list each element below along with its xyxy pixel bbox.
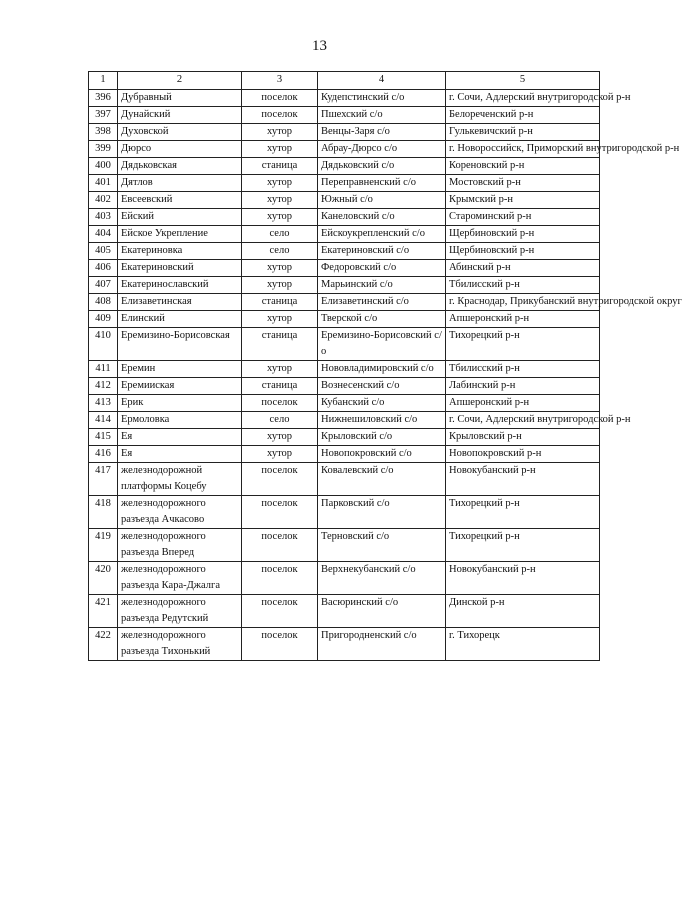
council-cell: Венцы-Заря с/о [318, 124, 446, 141]
row-number-cell: 408 [89, 294, 118, 311]
settlement-name-cell: Духовской [118, 124, 242, 141]
row-number-cell: 416 [89, 446, 118, 463]
settlement-name-cell: Дядьковская [118, 158, 242, 175]
council-cell: Пригородненский с/о [318, 628, 446, 661]
row-number-cell: 417 [89, 463, 118, 496]
table-row [89, 226, 600, 243]
settlement-name-cell: Ейский [118, 209, 242, 226]
settlement-name-cell: железнодорожного разъезда Ачкасово [118, 496, 242, 529]
district-cell: г. Сочи, Адлерский внутригородской р-н [446, 90, 600, 107]
council-cell: Крыловский с/о [318, 429, 446, 446]
settlement-name-cell: Ея [118, 429, 242, 446]
council-cell: Вознесенский с/о [318, 378, 446, 395]
settlement-name-cell: Еремин [118, 361, 242, 378]
district-cell: Динской р-н [446, 595, 600, 628]
header-cell-2: 2 [118, 72, 242, 90]
district-cell: Тихорецкий р-н [446, 328, 600, 361]
table-row [89, 429, 600, 446]
settlement-type-cell: поселок [242, 529, 318, 562]
settlement-type-cell: станица [242, 328, 318, 361]
district-cell: Абинский р-н [446, 260, 600, 277]
settlement-name-cell: Ея [118, 446, 242, 463]
district-cell: Староминский р-н [446, 209, 600, 226]
council-cell: Канеловский с/о [318, 209, 446, 226]
table-row [89, 158, 600, 175]
settlement-type-cell: хутор [242, 429, 318, 446]
district-cell: Кореновский р-н [446, 158, 600, 175]
settlement-type-cell: хутор [242, 361, 318, 378]
row-number-cell: 399 [89, 141, 118, 158]
district-cell: Новокубанский р-н [446, 562, 600, 595]
row-number-cell: 415 [89, 429, 118, 446]
row-number-cell: 398 [89, 124, 118, 141]
table-row [89, 463, 600, 496]
district-cell: Крымский р-н [446, 192, 600, 209]
district-cell: г. Краснодар, Прикубанский внутригородской округ [446, 294, 600, 311]
settlement-name-cell: железнодорожной платформы Коцебу [118, 463, 242, 496]
council-cell: Пшехский с/о [318, 107, 446, 124]
table-row [89, 529, 600, 562]
settlement-name-cell: Дюрсо [118, 141, 242, 158]
council-cell: Переправненский с/о [318, 175, 446, 192]
table-row [89, 90, 600, 107]
table-row [89, 209, 600, 226]
table-row [89, 124, 600, 141]
council-cell: Терновский с/о [318, 529, 446, 562]
row-number-cell: 406 [89, 260, 118, 277]
table-row [89, 361, 600, 378]
district-cell: г. Тихорецк [446, 628, 600, 661]
council-cell: Ейскоукрепленский с/о [318, 226, 446, 243]
district-cell: Тбилисский р-н [446, 277, 600, 294]
settlement-name-cell: Елинский [118, 311, 242, 328]
settlement-name-cell: Екатериновский [118, 260, 242, 277]
district-cell: г. Новороссийск, Приморский внутригородской р-н [446, 141, 600, 158]
table-row [89, 277, 600, 294]
table-row [89, 243, 600, 260]
council-cell: Васюринский с/о [318, 595, 446, 628]
row-number-cell: 402 [89, 192, 118, 209]
council-cell: Абрау-Дюрсо с/о [318, 141, 446, 158]
header-cell-3: 3 [242, 72, 318, 90]
council-cell: Еремизино-Борисовский с/о [318, 328, 446, 361]
header-cell-1: 1 [89, 72, 118, 90]
council-cell: Нововладимировский с/о [318, 361, 446, 378]
district-cell: Щербиновский р-н [446, 243, 600, 260]
row-number-cell: 412 [89, 378, 118, 395]
settlement-type-cell: станица [242, 294, 318, 311]
settlement-name-cell: Елизаветинская [118, 294, 242, 311]
settlement-name-cell: Екатеринославский [118, 277, 242, 294]
council-cell: Верхнекубанский с/о [318, 562, 446, 595]
row-number-cell: 404 [89, 226, 118, 243]
table-row [89, 412, 600, 429]
table-row [89, 175, 600, 192]
table-row [89, 562, 600, 595]
page-number: 13 [312, 38, 327, 54]
row-number-cell: 414 [89, 412, 118, 429]
council-cell: Парковский с/о [318, 496, 446, 529]
district-cell: Щербиновский р-н [446, 226, 600, 243]
settlement-type-cell: хутор [242, 260, 318, 277]
council-cell: Тверской с/о [318, 311, 446, 328]
row-number-cell: 419 [89, 529, 118, 562]
settlement-type-cell: поселок [242, 595, 318, 628]
row-number-cell: 397 [89, 107, 118, 124]
row-number-cell: 407 [89, 277, 118, 294]
settlement-type-cell: станица [242, 158, 318, 175]
settlement-name-cell: Екатериновка [118, 243, 242, 260]
settlement-type-cell: хутор [242, 311, 318, 328]
table-body [89, 72, 682, 661]
table-row [89, 628, 600, 661]
district-cell: Мостовский р-н [446, 175, 600, 192]
settlement-type-cell: станица [242, 378, 318, 395]
table-header-row [89, 72, 600, 90]
row-number-cell: 396 [89, 90, 118, 107]
district-cell: Апшеронский р-н [446, 311, 600, 328]
settlement-type-cell: поселок [242, 90, 318, 107]
settlement-type-cell: поселок [242, 628, 318, 661]
district-cell: Тбилисский р-н [446, 361, 600, 378]
table-row [89, 395, 600, 412]
council-cell: Елизаветинский с/о [318, 294, 446, 311]
table-row [89, 328, 600, 361]
council-cell: Ковалевский с/о [318, 463, 446, 496]
settlement-type-cell: поселок [242, 395, 318, 412]
district-cell: Белореченский р-н [446, 107, 600, 124]
settlement-name-cell: Дятлов [118, 175, 242, 192]
district-cell: Новокубанский р-н [446, 463, 600, 496]
council-cell: Федоровский с/о [318, 260, 446, 277]
row-number-cell: 420 [89, 562, 118, 595]
settlement-type-cell: село [242, 243, 318, 260]
council-cell: Марьинский с/о [318, 277, 446, 294]
table-row [89, 260, 600, 277]
council-cell: Южный с/о [318, 192, 446, 209]
settlement-type-cell: хутор [242, 192, 318, 209]
settlement-name-cell: Ейское Укрепление [118, 226, 242, 243]
settlement-type-cell: хутор [242, 175, 318, 192]
settlement-name-cell: Еремизино-Борисовская [118, 328, 242, 361]
settlements-table [88, 71, 682, 661]
settlement-type-cell: поселок [242, 562, 318, 595]
settlement-type-cell: хутор [242, 209, 318, 226]
district-cell: Апшеронский р-н [446, 395, 600, 412]
header-cell-5: 5 [446, 72, 600, 90]
row-number-cell: 409 [89, 311, 118, 328]
district-cell: Новопокровский р-н [446, 446, 600, 463]
council-cell: Новопокровский с/о [318, 446, 446, 463]
table-row [89, 378, 600, 395]
district-cell: Лабинский р-н [446, 378, 600, 395]
table-row [89, 595, 600, 628]
row-number-cell: 400 [89, 158, 118, 175]
row-number-cell: 422 [89, 628, 118, 661]
settlement-name-cell: Ермоловка [118, 412, 242, 429]
settlement-name-cell: Ерик [118, 395, 242, 412]
district-cell: г. Сочи, Адлерский внутригородской р-н [446, 412, 600, 429]
council-cell: Екатериновский с/о [318, 243, 446, 260]
district-cell: Тихорецкий р-н [446, 496, 600, 529]
settlement-name-cell: Дубравный [118, 90, 242, 107]
table-row [89, 192, 600, 209]
table-row [89, 107, 600, 124]
settlement-type-cell: село [242, 226, 318, 243]
settlement-type-cell: поселок [242, 107, 318, 124]
settlement-name-cell: Евсеевский [118, 192, 242, 209]
settlement-type-cell: хутор [242, 141, 318, 158]
row-number-cell: 421 [89, 595, 118, 628]
row-number-cell: 403 [89, 209, 118, 226]
row-number-cell: 411 [89, 361, 118, 378]
settlement-type-cell: поселок [242, 496, 318, 529]
table-row [89, 446, 600, 463]
header-cell-4: 4 [318, 72, 446, 90]
district-cell: Тихорецкий р-н [446, 529, 600, 562]
table-row [89, 294, 600, 311]
council-cell: Кудепстинский с/о [318, 90, 446, 107]
settlement-name-cell: железнодорожного разъезда Тихонький [118, 628, 242, 661]
settlement-type-cell: поселок [242, 463, 318, 496]
row-number-cell: 410 [89, 328, 118, 361]
district-cell: Гулькевичский р-н [446, 124, 600, 141]
settlement-name-cell: железнодорожного разъезда Вперед [118, 529, 242, 562]
table-row [89, 141, 600, 158]
settlement-type-cell: хутор [242, 446, 318, 463]
council-cell: Нижнешиловский с/о [318, 412, 446, 429]
row-number-cell: 405 [89, 243, 118, 260]
row-number-cell: 418 [89, 496, 118, 529]
settlement-name-cell: железнодорожного разъезда Редутский [118, 595, 242, 628]
settlement-type-cell: хутор [242, 124, 318, 141]
table-row [89, 496, 600, 529]
table-row [89, 311, 600, 328]
row-number-cell: 401 [89, 175, 118, 192]
council-cell: Кубанский с/о [318, 395, 446, 412]
settlement-type-cell: хутор [242, 277, 318, 294]
council-cell: Дядьковский с/о [318, 158, 446, 175]
district-cell: Крыловский р-н [446, 429, 600, 446]
settlement-name-cell: Еремииская [118, 378, 242, 395]
settlement-type-cell: село [242, 412, 318, 429]
settlement-name-cell: железнодорожного разъезда Кара-Джалга [118, 562, 242, 595]
settlement-name-cell: Дунайский [118, 107, 242, 124]
row-number-cell: 413 [89, 395, 118, 412]
